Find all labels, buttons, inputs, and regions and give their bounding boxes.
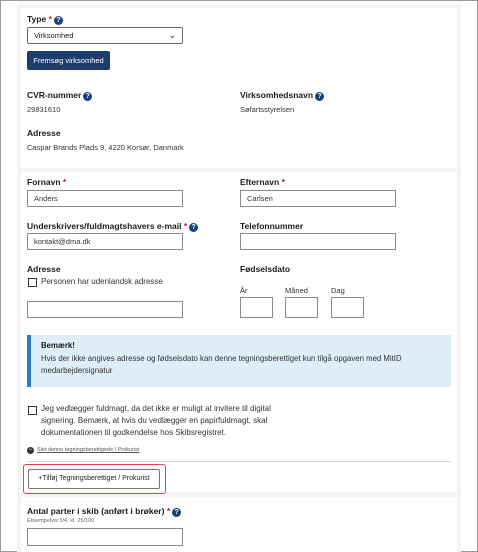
year-label: År [240,286,248,295]
lastname-input[interactable]: Carlsen [240,190,396,207]
help-icon[interactable]: ? [54,16,63,25]
day-label: Dag [331,286,345,295]
remove-signatory-link[interactable]: Slet denne tegningsberettigede / Prokurist [37,447,140,453]
power-of-attorney-checkbox[interactable] [28,406,37,415]
email-label: Underskrivers/fuldmagtshavers e-mail * ? [27,221,198,232]
company-address-value: Caspar Brands Plads 9, 4220 Korsør, Danmark [27,143,184,152]
type-label: Type * ? [27,14,63,25]
firstname-input[interactable]: Anders [27,190,183,207]
signatory-address-label: Adresse [27,264,61,274]
phone-input[interactable] [240,233,396,250]
firstname-label: Fornavn * [27,177,67,187]
remove-icon[interactable]: − [28,447,33,453]
share-label: Antal parter i skib (anført i brøker) * ? [27,506,181,517]
year-input[interactable] [240,297,273,318]
power-of-attorney-text: Jeg vedlægger fuldmagt, da det ikke er muligt at invitere til digital signering. Bemærk, at hvis du vedlægger en papirfuldmagt, skal dokumentationen til godkendelse hos Skibsregistret. [41,404,271,437]
type-select-value: Virksomhed [34,31,74,40]
company-name-value: Søfartsstyrelsen [240,105,295,114]
birthdate-label: Fødselsdato [240,264,291,274]
foreign-address-checkbox[interactable] [28,278,37,287]
help-icon[interactable]: ? [83,92,92,101]
add-signatory-button[interactable]: +Tilføj Tegningsberettiget / Prokurist [28,469,160,489]
company-name-label: Virksomhedsnavn ? [240,90,324,101]
month-label: Måned [285,286,308,295]
help-icon[interactable]: ? [172,508,181,517]
notice-text: Hvis der ikke angives adresse og fødselsdato kan denne tegningsberettiget kun tilgå opgaven med MitID medarbejdersignatur [41,354,402,375]
month-input[interactable] [285,297,318,318]
phone-label: Telefonnummer [240,221,304,231]
help-icon[interactable]: ? [315,92,324,101]
company-address-label: Adresse [27,128,61,138]
lastname-label: Efternavn * [240,177,285,187]
type-select[interactable] [27,27,183,44]
day-input[interactable] [331,297,364,318]
search-company-button[interactable]: Fremsøg virksomhed [27,51,110,70]
info-notice [27,335,451,387]
cvr-value: 29831610 [27,105,61,114]
help-icon[interactable]: ? [189,223,198,232]
email-input[interactable]: kontakt@dma.dk [27,233,183,250]
foreign-address-label: Personen har udenlandsk adresse [41,277,163,286]
notice-title: Bemærk! [41,341,75,350]
cvr-label: CVR-nummer ? [27,90,92,101]
share-input[interactable] [27,528,183,546]
signatory-card [21,172,457,492]
divider [27,461,451,462]
share-hint: Eksempelvis 1/4, el. 25/100 [27,518,95,524]
chevron-down-icon: ⌄ [168,30,176,40]
signatory-address-input[interactable] [27,301,183,318]
